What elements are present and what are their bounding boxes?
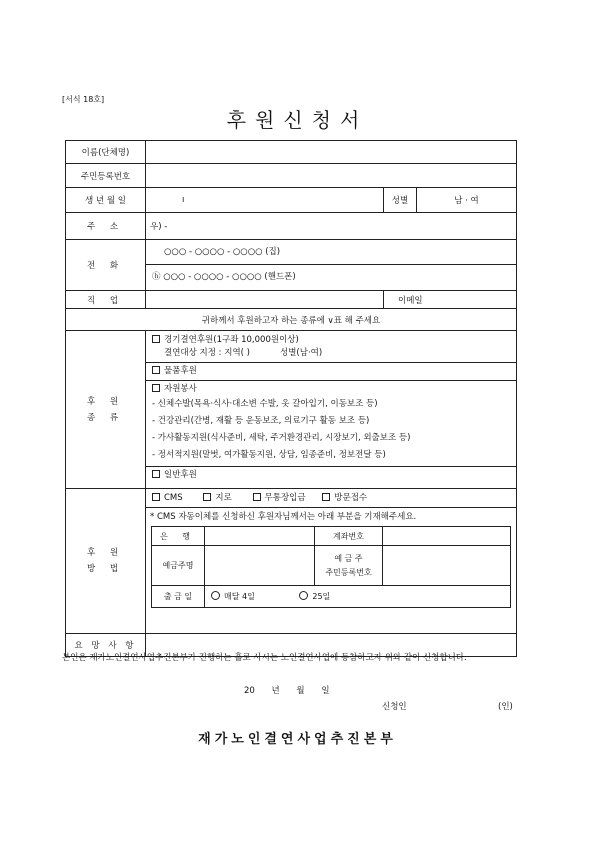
gender-field[interactable]: 남 · 여 xyxy=(417,188,517,213)
instruction-text xyxy=(66,309,517,331)
seal-label: (인) xyxy=(498,702,513,712)
bank-row xyxy=(152,527,511,546)
option-goods-block xyxy=(146,362,516,380)
withdraw-option-4th[interactable] xyxy=(211,592,255,601)
name-label: 이름(단체명) xyxy=(66,141,146,164)
volunteer-item: - 정서적지원(말벗, 여가활동지원, 상담, 임종준비, 정보전달 등) xyxy=(152,450,386,460)
job-row xyxy=(66,291,517,309)
instruction-label: 귀하께서 후원하고자 하는 종류에 ∨표 해 주세요 xyxy=(201,315,381,326)
bank-info-wrapper xyxy=(146,526,516,608)
volunteer-item: - 건강관리(간병, 재활 등 운동보조, 의료기구 활동 보조 등) xyxy=(152,416,370,426)
method-visit-label: 방문접수 xyxy=(334,493,368,503)
support-method-label-line2: 방 법 xyxy=(86,564,125,574)
holder-rrn-field[interactable] xyxy=(383,546,511,586)
withdraw-options xyxy=(205,586,511,608)
option-volunteer-label: 자원봉사 xyxy=(164,384,197,394)
signer-label: 신청인 xyxy=(382,702,407,712)
holder-field[interactable] xyxy=(205,546,315,586)
checkbox[interactable] xyxy=(253,493,261,501)
target-region-field[interactable]: 결연대상 지정 : 지역( ) xyxy=(164,348,250,358)
option-general[interactable] xyxy=(152,469,510,482)
support-method-row xyxy=(66,489,517,634)
withdraw-option-4th-label: 매달 4일 xyxy=(224,592,255,601)
support-type-options xyxy=(146,331,517,489)
support-method-label xyxy=(66,489,146,634)
phone-row xyxy=(66,240,517,291)
method-cms[interactable] xyxy=(152,493,183,503)
form-number-label: [서식 18호] xyxy=(62,95,105,104)
method-options xyxy=(146,489,516,508)
home-phone[interactable]: ○○○ - ○○○○ - ○○○○ (집) xyxy=(146,240,516,265)
birth-field[interactable] xyxy=(146,188,384,213)
volunteer-item: - 가사활동지원(식사준비, 세탁, 주거환경관리, 시장보기, 외출보조 등) xyxy=(152,433,411,443)
radio-circle[interactable] xyxy=(211,591,220,600)
birth-row xyxy=(66,188,517,213)
holder-rrn-label-line1: 예 금 주 xyxy=(334,553,363,563)
bank-field[interactable] xyxy=(205,527,315,546)
cms-note: * CMS 자동이체를 신청하신 후원자님께서는 아래 부분을 기재해주세요. xyxy=(150,512,417,522)
request-label: 요 망 사 항 xyxy=(66,634,146,657)
option-volunteer[interactable] xyxy=(152,383,510,396)
holder-rrn-label-line2: 주민등록번호 xyxy=(325,567,372,577)
option-general-block xyxy=(146,466,516,484)
mobile-phone[interactable]: ⓗ ○○○ - ○○○○ - ○○○○ (핸드폰) xyxy=(152,272,296,282)
method-bank-deposit-label: 무통장입금 xyxy=(264,493,306,503)
birth-label: 생 년 월 일 xyxy=(66,188,146,213)
name-row xyxy=(66,141,517,164)
email-label: 이메일 xyxy=(384,291,517,309)
rrn-field[interactable] xyxy=(146,164,517,188)
instruction-row xyxy=(66,309,517,331)
checkbox[interactable] xyxy=(152,366,160,374)
method-giro-label: 지로 xyxy=(215,493,232,503)
rrn-label: 주민등록번호 xyxy=(66,164,146,188)
withdraw-label: 출 금 일 xyxy=(152,586,205,608)
method-bank-deposit[interactable] xyxy=(253,493,306,503)
application-date[interactable]: 20 년 월 일 xyxy=(244,686,330,696)
phone-label: 전 화 xyxy=(66,240,146,291)
support-type-label xyxy=(66,331,146,489)
support-method-label-line1: 후 원 xyxy=(86,548,125,558)
method-cms-label: CMS xyxy=(164,493,183,503)
holder-row xyxy=(152,546,511,586)
target-gender-field[interactable]: 성별(남·여) xyxy=(280,348,323,358)
option-goods-label: 물품후원 xyxy=(164,366,197,376)
consent-statement: 본인은 재가노인결연사업추진본부가 진행하는 홀로 사시는 노인결연사업에 동참하고자 위와 같이 신청합니다. xyxy=(62,653,467,663)
method-giro[interactable] xyxy=(203,493,231,503)
address-field[interactable]: 우) - xyxy=(146,213,517,240)
job-field[interactable] xyxy=(146,291,384,309)
account-field[interactable] xyxy=(383,527,511,546)
support-method-content xyxy=(146,489,517,634)
holder-rrn-label xyxy=(315,546,383,586)
checkbox[interactable] xyxy=(152,335,160,343)
checkbox[interactable] xyxy=(203,493,211,501)
checkbox[interactable] xyxy=(152,493,160,501)
withdraw-option-25th-label: 25일 xyxy=(312,592,331,601)
holder-label: 예금주명 xyxy=(152,546,205,586)
rrn-row xyxy=(66,164,517,188)
option-sponsorship-label: 경기결연후원(1구좌 10,000원이상) xyxy=(164,335,299,345)
option-volunteer-block xyxy=(146,380,516,466)
option-goods[interactable] xyxy=(152,365,510,378)
support-type-label-line1: 후 원 xyxy=(86,396,125,407)
application-form-table xyxy=(65,140,517,657)
support-type-row xyxy=(66,331,517,489)
page-title: 후원신청서 xyxy=(226,108,369,132)
organization-name: 재가노인결연사업추진본부 xyxy=(198,732,397,747)
method-visit[interactable] xyxy=(322,493,367,503)
option-sponsorship[interactable] xyxy=(152,334,510,347)
checkbox[interactable] xyxy=(322,493,330,501)
option-sponsorship-block xyxy=(146,331,516,362)
radio-circle[interactable] xyxy=(299,591,308,600)
volunteer-item: - 신체수발(목욕·식사·대소변 수발, 옷 갈아입기, 이동보조 등) xyxy=(152,399,378,409)
job-label: 직 업 xyxy=(66,291,146,309)
birth-value: ı xyxy=(182,195,185,205)
support-type-label-line2: 종 류 xyxy=(86,412,125,423)
checkbox[interactable] xyxy=(152,384,160,392)
phone-field[interactable] xyxy=(146,240,517,291)
withdraw-option-25th[interactable] xyxy=(299,592,330,601)
bank-info-table xyxy=(151,526,511,608)
sponsorship-sub xyxy=(152,347,510,360)
checkbox[interactable] xyxy=(152,470,160,478)
withdraw-row xyxy=(152,586,511,608)
address-label: 주 소 xyxy=(66,213,146,240)
name-field[interactable] xyxy=(146,141,517,164)
bank-label: 은 행 xyxy=(152,527,205,546)
address-row xyxy=(66,213,517,240)
account-label: 계좌번호 xyxy=(315,527,383,546)
gender-label: 성별 xyxy=(384,188,417,213)
option-general-label: 일반후원 xyxy=(164,470,197,480)
